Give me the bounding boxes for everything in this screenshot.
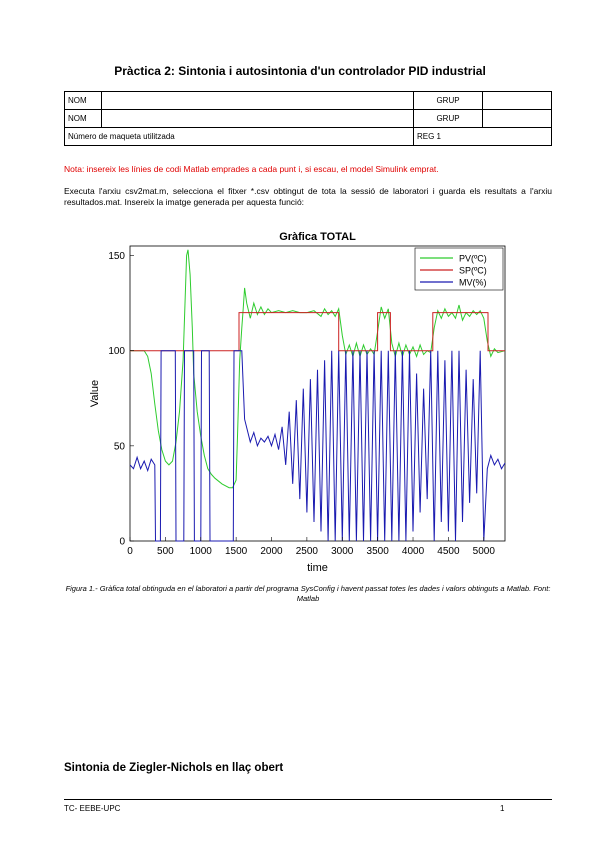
grup-label: GRUP bbox=[414, 92, 483, 110]
legend-label: SP(ºC) bbox=[459, 265, 487, 276]
instruction-paragraph: Executa l'arxiu csv2mat.m, selecciona el fitxer *.csv obtingut de tota la sessió de laboratori i guarda els resultats a l'arxiu resultados.mat. Insereix la imatge generada per aquesta funció: bbox=[64, 186, 552, 207]
figure-caption: Figura 1.- Gràfica total obtinguda en el laboratori a partir del programa SysConfig i havent passat totes les dades i valors obtinguts a Matlab. Font: Matlab bbox=[65, 584, 551, 603]
student-info-table bbox=[64, 91, 552, 146]
reg-value: REG 1 bbox=[414, 128, 552, 146]
y-tick-label: 50 bbox=[113, 441, 125, 453]
x-axis-label: time bbox=[307, 562, 328, 574]
footer-left: TC- EEBE-UPC bbox=[64, 804, 121, 813]
page-title: Pràctica 2: Sintonia i autosintonia d'un controlador PID industrial bbox=[114, 64, 486, 78]
nom-label: NOM bbox=[65, 92, 102, 110]
nom-label: NOM bbox=[65, 110, 102, 128]
x-tick-label: 500 bbox=[157, 546, 174, 557]
x-tick-label: 4000 bbox=[401, 546, 425, 557]
y-axis-label: Value bbox=[89, 379, 101, 408]
legend-label: MV(%) bbox=[459, 277, 487, 288]
table-row bbox=[65, 92, 552, 110]
nom-field[interactable] bbox=[102, 92, 414, 110]
x-tick-label: 2000 bbox=[260, 546, 283, 557]
note-text: Nota: insereix les línies de codi Matlab emprades a cada punt i, si escau, el model Simulink emprat. bbox=[64, 164, 439, 174]
x-tick-label: 1000 bbox=[189, 546, 212, 557]
x-tick-label: 4500 bbox=[437, 546, 460, 557]
table-row bbox=[65, 128, 552, 146]
grup-label: GRUP bbox=[414, 110, 483, 128]
table-row bbox=[65, 110, 552, 128]
y-tick-label: 0 bbox=[119, 536, 125, 548]
grup-field[interactable] bbox=[483, 92, 552, 110]
x-tick-label: 1500 bbox=[225, 546, 248, 557]
footer-divider bbox=[64, 799, 552, 800]
chart-title: Gràfica TOTAL bbox=[279, 231, 356, 243]
y-tick-label: 100 bbox=[108, 346, 125, 358]
page-number: 1 bbox=[500, 804, 505, 813]
legend-label: PV(ºC) bbox=[459, 253, 487, 264]
section-heading: Sintonia de Ziegler-Nichols en llaç obert bbox=[64, 762, 284, 774]
x-tick-label: 2500 bbox=[295, 546, 319, 557]
x-tick-label: 3500 bbox=[366, 546, 389, 557]
maqueta-label: Número de maqueta utilitzada bbox=[65, 128, 414, 146]
x-tick-label: 0 bbox=[127, 546, 133, 557]
total-chart bbox=[80, 228, 520, 580]
grup-field[interactable] bbox=[483, 110, 552, 128]
x-tick-label: 3000 bbox=[331, 546, 354, 557]
nom-field[interactable] bbox=[102, 110, 414, 128]
x-tick-label: 5000 bbox=[472, 546, 495, 557]
y-tick-label: 150 bbox=[108, 251, 125, 263]
